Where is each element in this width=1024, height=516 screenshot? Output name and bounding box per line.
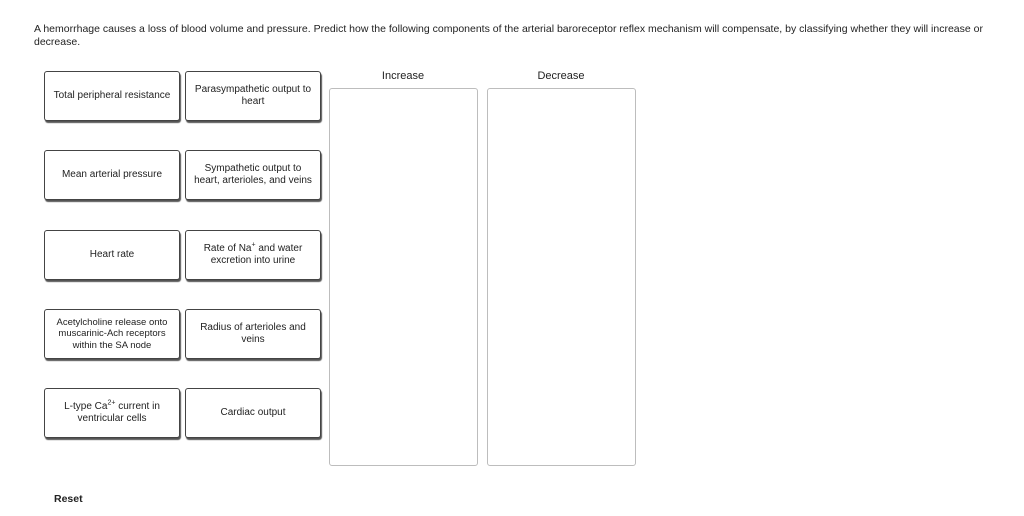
question-prompt: A hemorrhage causes a loss of blood volume and pressure. Predict how the following components of the arterial baroreceptor reflex mechanism will compensate, by classifying whether they will increase or decrease. [34, 23, 983, 48]
card-label: L-type $Ca^{2+}$ current in ventricular cells [64, 399, 160, 424]
decrease-bin-header: Decrease [537, 70, 585, 82]
increase-bin-header: Increase [381, 70, 425, 82]
card-total-peripheral-resistance[interactable] [44, 71, 180, 121]
card-heart-rate[interactable] [44, 230, 180, 280]
card-radius-arterioles-veins[interactable] [185, 309, 321, 359]
card-acetylcholine-release[interactable] [44, 309, 180, 359]
reset-button[interactable]: Reset [54, 493, 83, 505]
card-label: Total peripheral resistance [53, 89, 171, 101]
card-mean-arterial-pressure[interactable] [44, 150, 180, 200]
card-l-type-ca-current[interactable] [44, 388, 180, 438]
card-label: Radius of arterioles and veins [200, 321, 306, 345]
card-na-water-excretion[interactable] [185, 230, 321, 280]
card-sympathetic-output[interactable] [185, 150, 321, 200]
card-label: Sympathetic output to heart, arterioles, and veins [194, 162, 312, 186]
card-label: Cardiac output [220, 406, 286, 418]
card-label: Parasympathetic output to heart [194, 83, 312, 107]
card-label: Acetylcholine release onto muscarinic-Ach receptors within the SA node [56, 316, 168, 351]
card-label: Heart rate [89, 248, 135, 260]
card-label: Rate of Na+ and water excretion into urine [203, 241, 303, 266]
card-cardiac-output[interactable] [185, 388, 321, 438]
decrease-drop-zone[interactable] [487, 88, 636, 466]
increase-drop-zone[interactable] [329, 88, 478, 466]
card-label: Mean arterial pressure [61, 168, 163, 180]
card-parasympathetic-output[interactable] [185, 71, 321, 121]
